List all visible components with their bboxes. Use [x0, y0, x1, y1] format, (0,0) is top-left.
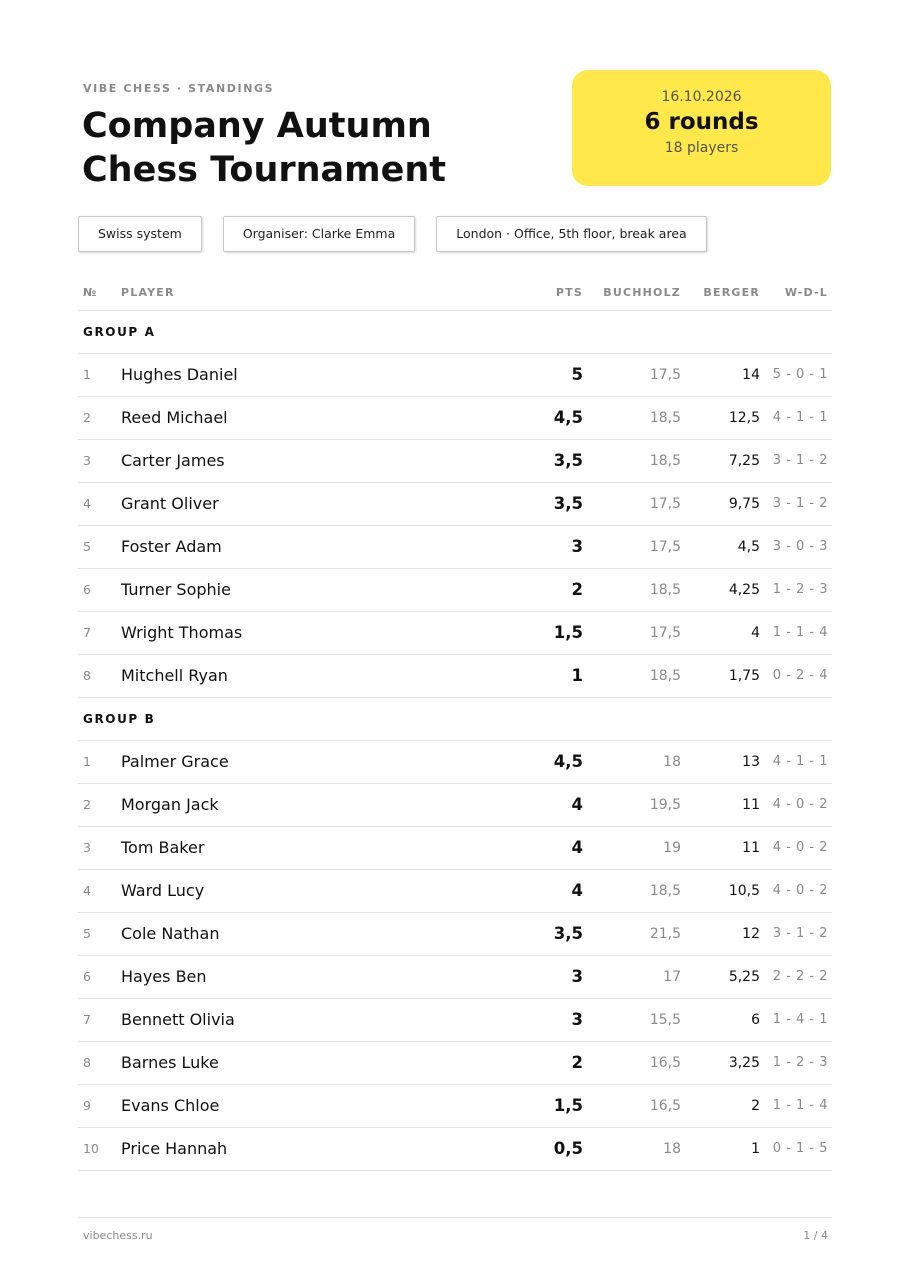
tournament-tags: [78, 216, 707, 252]
table-row: [78, 999, 832, 1042]
points-cell: 1,5: [553, 1096, 583, 1115]
players-count: 18 players: [664, 140, 739, 156]
tournament-info-card: [572, 70, 831, 186]
berger-cell: 5,25: [728, 969, 760, 985]
rank-cell: 8: [83, 1055, 91, 1070]
points-cell: 4,5: [553, 408, 583, 427]
player-name: Cole Nathan: [121, 924, 220, 943]
buchholz-cell: 17,5: [649, 496, 681, 512]
rank-cell: 9: [83, 1098, 91, 1113]
berger-cell: 4,5: [737, 539, 760, 555]
player-name: Hughes Daniel: [121, 365, 238, 384]
table-row: [78, 354, 832, 397]
rank-cell: 3: [83, 840, 91, 855]
rank-cell: 6: [83, 969, 91, 984]
brand-label: VIBE CHESS · STANDINGS: [83, 82, 275, 95]
wdl-cell: 1 - 1 - 4: [772, 625, 828, 640]
berger-cell: 7,25: [728, 453, 760, 469]
tag-location: London · Office, 5th floor, break area: [436, 216, 706, 252]
wdl-cell: 2 - 2 - 2: [772, 969, 828, 984]
col-pts: PTS: [555, 286, 583, 299]
tournament-date: 16.10.2026: [661, 89, 742, 105]
rank-cell: 6: [83, 582, 91, 597]
buchholz-cell: 15,5: [649, 1012, 681, 1028]
berger-cell: 3,25: [728, 1055, 760, 1071]
buchholz-cell: 18,5: [649, 668, 681, 684]
points-cell: 3: [571, 537, 583, 556]
points-cell: 5: [571, 365, 583, 384]
points-cell: 4: [571, 795, 583, 814]
player-name: Grant Oliver: [121, 494, 219, 513]
table-row: [78, 913, 832, 956]
wdl-cell: 4 - 1 - 1: [772, 410, 828, 425]
player-name: Turner Sophie: [121, 580, 231, 599]
berger-cell: 6: [751, 1012, 760, 1028]
col-buchholz: BUCHHOLZ: [603, 286, 681, 299]
berger-cell: 9,75: [728, 496, 760, 512]
wdl-cell: 0 - 2 - 4: [772, 668, 828, 683]
points-cell: 4,5: [553, 752, 583, 771]
rank-cell: 10: [83, 1141, 99, 1156]
berger-cell: 11: [742, 797, 760, 813]
player-name: Morgan Jack: [121, 795, 219, 814]
points-cell: 3,5: [553, 494, 583, 513]
berger-cell: 4,25: [728, 582, 760, 598]
points-cell: 4: [571, 838, 583, 857]
buchholz-cell: 19: [663, 840, 681, 856]
page-footer: [78, 1217, 832, 1242]
points-cell: 1: [571, 666, 583, 685]
table-row: [78, 741, 832, 784]
rank-cell: 5: [83, 926, 91, 941]
rank-cell: 3: [83, 453, 91, 468]
points-cell: 2: [571, 580, 583, 599]
player-name: Tom Baker: [121, 838, 205, 857]
buchholz-cell: 18: [663, 754, 681, 770]
table-row: [78, 827, 832, 870]
table-row: [78, 612, 832, 655]
points-cell: 0,5: [553, 1139, 583, 1158]
wdl-cell: 0 - 1 - 5: [772, 1141, 828, 1156]
points-cell: 3,5: [553, 924, 583, 943]
group-header: [78, 311, 832, 354]
berger-cell: 2: [751, 1098, 760, 1114]
buchholz-cell: 17,5: [649, 625, 681, 641]
buchholz-cell: 18,5: [649, 453, 681, 469]
berger-cell: 4: [751, 625, 760, 641]
table-row: [78, 526, 832, 569]
table-row: [78, 397, 832, 440]
rank-cell: 7: [83, 625, 91, 640]
rank-cell: 7: [83, 1012, 91, 1027]
rank-cell: 4: [83, 883, 91, 898]
wdl-cell: 4 - 0 - 2: [772, 797, 828, 812]
points-cell: 3,5: [553, 451, 583, 470]
table-row: [78, 655, 832, 698]
wdl-cell: 1 - 1 - 4: [772, 1098, 828, 1113]
berger-cell: 1: [751, 1141, 760, 1157]
table-row: [78, 1128, 832, 1171]
table-row: [78, 483, 832, 526]
col-no: №: [83, 286, 98, 299]
page-title: Company Autumn Chess Tournament: [82, 106, 447, 190]
wdl-cell: 3 - 1 - 2: [772, 453, 828, 468]
wdl-cell: 3 - 0 - 3: [772, 539, 828, 554]
points-cell: 4: [571, 881, 583, 900]
buchholz-cell: 16,5: [649, 1055, 681, 1071]
group-name: GROUP B: [83, 712, 156, 726]
buchholz-cell: 18: [663, 1141, 681, 1157]
berger-cell: 12,5: [728, 410, 760, 426]
buchholz-cell: 16,5: [649, 1098, 681, 1114]
player-name: Hayes Ben: [121, 967, 207, 986]
group-name: GROUP A: [83, 325, 156, 339]
wdl-cell: 1 - 4 - 1: [772, 1012, 828, 1027]
berger-cell: 14: [742, 367, 760, 383]
berger-cell: 11: [742, 840, 760, 856]
rounds-count: 6 rounds: [644, 109, 759, 135]
player-name: Wright Thomas: [121, 623, 243, 642]
wdl-cell: 1 - 2 - 3: [772, 582, 828, 597]
rank-cell: 4: [83, 496, 91, 511]
col-wdl: W-D-L: [784, 286, 828, 299]
rank-cell: 1: [83, 367, 91, 382]
rank-cell: 8: [83, 668, 91, 683]
page-number: 1 / 4: [803, 1229, 828, 1242]
berger-cell: 1,75: [728, 668, 760, 684]
rank-cell: 5: [83, 539, 91, 554]
player-name: Reed Michael: [121, 408, 228, 427]
table-row: [78, 870, 832, 913]
table-row: [78, 1085, 832, 1128]
table-row: [78, 569, 832, 612]
player-name: Ward Lucy: [121, 881, 205, 900]
points-cell: 3: [571, 967, 583, 986]
group-header: [78, 698, 832, 741]
player-name: Bennett Olivia: [121, 1010, 235, 1029]
buchholz-cell: 17: [663, 969, 681, 985]
tag-organiser: Organiser: Clarke Emma: [223, 216, 415, 252]
wdl-cell: 4 - 0 - 2: [772, 883, 828, 898]
buchholz-cell: 17,5: [649, 539, 681, 555]
player-name: Barnes Luke: [121, 1053, 219, 1072]
buchholz-cell: 18,5: [649, 410, 681, 426]
tag-system: Swiss system: [78, 216, 202, 252]
rank-cell: 2: [83, 410, 91, 425]
buchholz-cell: 18,5: [649, 883, 681, 899]
player-name: Palmer Grace: [121, 752, 229, 771]
rank-cell: 1: [83, 754, 91, 769]
wdl-cell: 5 - 0 - 1: [772, 367, 828, 382]
points-cell: 3: [571, 1010, 583, 1029]
player-name: Carter James: [121, 451, 225, 470]
col-player: PLAYER: [121, 286, 175, 299]
table-row: [78, 440, 832, 483]
points-cell: 2: [571, 1053, 583, 1072]
buchholz-cell: 21,5: [649, 926, 681, 942]
table-header: [78, 272, 832, 311]
buchholz-cell: 19,5: [649, 797, 681, 813]
wdl-cell: 3 - 1 - 2: [772, 496, 828, 511]
table-row: [78, 1042, 832, 1085]
wdl-cell: 4 - 0 - 2: [772, 840, 828, 855]
player-name: Foster Adam: [121, 537, 222, 556]
berger-cell: 12: [742, 926, 760, 942]
player-name: Evans Chloe: [121, 1096, 220, 1115]
buchholz-cell: 18,5: [649, 582, 681, 598]
footer-site: vibechess.ru: [83, 1229, 153, 1242]
table-row: [78, 784, 832, 827]
wdl-cell: 3 - 1 - 2: [772, 926, 828, 941]
points-cell: 1,5: [553, 623, 583, 642]
table-row: [78, 956, 832, 999]
berger-cell: 10,5: [728, 883, 760, 899]
berger-cell: 13: [742, 754, 760, 770]
rank-cell: 2: [83, 797, 91, 812]
wdl-cell: 1 - 2 - 3: [772, 1055, 828, 1070]
player-name: Price Hannah: [121, 1139, 228, 1158]
col-berger: BERGER: [703, 286, 760, 299]
player-name: Mitchell Ryan: [121, 666, 228, 685]
wdl-cell: 4 - 1 - 1: [772, 754, 828, 769]
standings-table: [78, 311, 832, 1171]
buchholz-cell: 17,5: [649, 367, 681, 383]
